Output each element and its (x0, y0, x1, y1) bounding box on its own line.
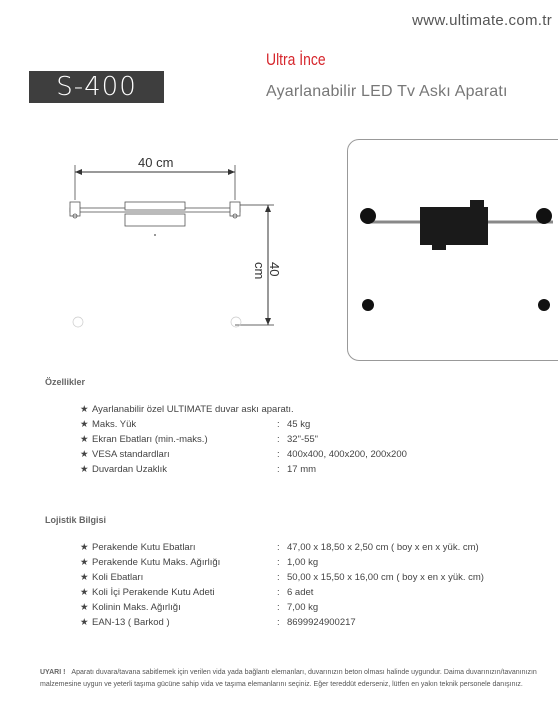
center-bracket (420, 207, 488, 245)
right-knob-icon (536, 208, 552, 224)
website-url: www.ultimate.com.tr (412, 12, 552, 29)
warning-title: UYARI ! (40, 669, 66, 676)
bracket-drawing (50, 150, 310, 340)
features-list (80, 404, 550, 484)
product-photo (347, 139, 558, 361)
list-item: ★ Koli Ebatları : 50,00 x 15,50 x 16,00 cm ( boy x en x yük. cm) (80, 572, 484, 583)
logistics-list (80, 542, 550, 637)
arrow-left-icon (75, 169, 82, 175)
list-item: ★ Maks. Yük : 45 kg (80, 419, 311, 430)
warning-text: Aparatı duvara/tavana sabitlemek için verilen vida yada bağlantı elemanları, duvarınızın beton olması halinde uygundur. Daima duvarınızın/tavanınızın malzemesine uygun ve yeterli taşıma gücüne sahip vida ve taşıma elemanlarını seçiniz. Eğer tereddüt ederseniz, lütfen en yakın teknik personele danışınız. (40, 669, 537, 688)
list-item: ★ Ekran Ebatları (min.-maks.) : 32"-55" (80, 434, 319, 445)
bottom-left-knob-icon (362, 299, 374, 311)
bottom-right-knob-icon (538, 299, 550, 311)
bottom-left-mount (73, 317, 83, 327)
height-label: 40 cm (252, 262, 282, 280)
center-plate-top (125, 202, 185, 210)
list-item: ★ Duvardan Uzaklık : 17 mm (80, 464, 317, 475)
model-badge: S-400 (29, 71, 164, 103)
list-item: ★ Koli İçi Perakende Kutu Adeti : 6 adet (80, 587, 314, 598)
product-title: Ayarlanabilir LED Tv Askı Aparatı (266, 83, 508, 100)
width-label: 40 cm (138, 155, 174, 170)
list-item: ★ Kolinin Maks. Ağırlığı : 7,00 kg (80, 602, 319, 613)
left-knob-icon (360, 208, 376, 224)
list-item: ★ Perakende Kutu Maks. Ağırlığı : 1,00 kg (80, 557, 319, 568)
list-item: ★ VESA standardları : 400x400, 400x200, 200x200 (80, 449, 407, 460)
bottom-right-mount (231, 317, 241, 327)
product-illustration (348, 140, 558, 360)
warning-note (40, 667, 540, 691)
arrow-down-icon (265, 318, 271, 325)
product-line: Ultra İnce (266, 50, 326, 69)
dimension-diagram (50, 150, 310, 340)
list-item: ★ EAN-13 ( Barkod ) : 8699924900217 (80, 617, 356, 628)
center-plate (125, 214, 185, 226)
arrow-right-icon (228, 169, 235, 175)
features-title: Özellikler (45, 377, 86, 387)
logistics-title: Lojistik Bilgisi (45, 515, 107, 525)
list-item: ★ Perakende Kutu Ebatları : 47,00 x 18,50 x 2,50 cm ( boy x en x yük. cm) (80, 542, 479, 553)
arrow-up-icon (265, 205, 271, 212)
list-item: ★ Ayarlanabilir özel ULTIMATE duvar askı aparatı. (80, 404, 294, 415)
